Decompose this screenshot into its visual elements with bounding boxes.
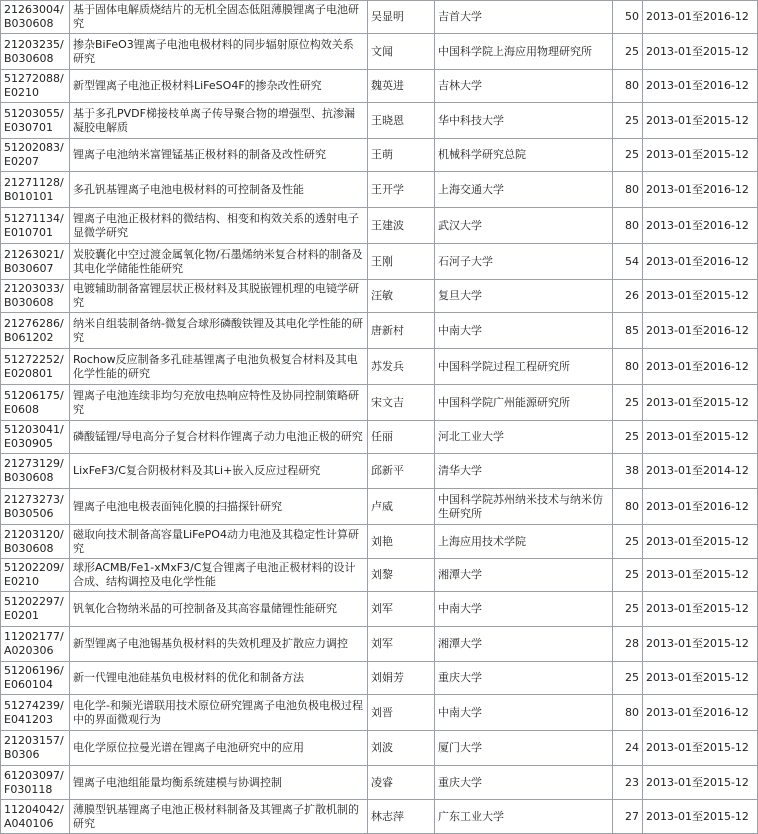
principal-investigator: 王刚 [368,244,435,280]
table-row [1,525,758,559]
institution: 石河子大学 [435,244,613,280]
table-row [1,208,758,244]
table-row [1,244,758,280]
project-code: 21203235/ B030608 [1,34,70,70]
table-row [1,313,758,349]
project-title: 电化学-和频光谱联用技术原位研究锂离子电池负极电极过程中的界面微观行为 [70,695,368,731]
funding-amount: 28 [613,627,643,662]
table-row [1,454,758,489]
institution: 复旦大学 [435,280,613,313]
principal-investigator: 文闻 [368,34,435,70]
funding-amount: 25 [613,559,643,592]
table-row [1,731,758,766]
project-code: 61203097/ F030118 [1,766,70,800]
funding-amount: 25 [613,139,643,172]
principal-investigator: 刘军 [368,592,435,627]
principal-investigator: 任丽 [368,421,435,454]
projects-table-body [1,1,758,834]
funding-amount: 85 [613,313,643,349]
project-period: 2013-01至2016-12 [643,172,758,208]
project-code: 21271128/ B010101 [1,172,70,208]
principal-investigator: 卢威 [368,489,435,525]
project-title: 新型锂离子电池正极材料LiFeSO4F的掺杂改性研究 [70,70,368,103]
table-row [1,139,758,172]
principal-investigator: 宋文吉 [368,385,435,421]
project-code: 21263004/ B030608 [1,1,70,34]
institution: 吉首大学 [435,1,613,34]
project-title: 炭胶囊化中空过渡金属氧化物/石墨烯纳米复合材料的制备及其电化学储能性能研究 [70,244,368,280]
principal-investigator: 刘娟芳 [368,662,435,695]
principal-investigator: 王开学 [368,172,435,208]
principal-investigator: 唐新村 [368,313,435,349]
table-row [1,800,758,834]
table-row [1,70,758,103]
institution: 中国科学院上海应用物理研究所 [435,34,613,70]
principal-investigator: 邱新平 [368,454,435,489]
project-period: 2013-01至2015-12 [643,103,758,139]
project-title: 电化学原位拉曼光谱在锂离子电池研究中的应用 [70,731,368,766]
institution: 中南大学 [435,313,613,349]
project-code: 51206175/ E0608 [1,385,70,421]
funding-amount: 80 [613,208,643,244]
project-period: 2013-01至2015-12 [643,766,758,800]
funding-amount: 80 [613,489,643,525]
principal-investigator: 王晓恩 [368,103,435,139]
table-row [1,34,758,70]
funding-amount: 25 [613,662,643,695]
project-title: 磁取向技术制备高容量LiFePO4动力电池及其稳定性计算研究 [70,525,368,559]
project-code: 51272252/ E020801 [1,349,70,385]
project-title: 新一代锂电池硅基负电极材料的优化和制备方法 [70,662,368,695]
funding-amount: 80 [613,70,643,103]
principal-investigator: 王建波 [368,208,435,244]
project-title: 纳米自组装制备纳-微复合球形磷酸铁锂及其电化学性能的研究 [70,313,368,349]
project-period: 2013-01至2016-12 [643,1,758,34]
project-title: 电镀辅助制备富锂层状正极材料及其脱嵌锂机理的电镜学研究 [70,280,368,313]
table-row [1,421,758,454]
project-period: 2013-01至2016-12 [643,244,758,280]
project-period: 2013-01至2015-12 [643,385,758,421]
project-title: Rochow反应制备多孔硅基锂离子电池负极复合材料及其电化学性能的研究 [70,349,368,385]
table-row [1,1,758,34]
project-period: 2013-01至2015-12 [643,559,758,592]
project-code: 51203041/ E030905 [1,421,70,454]
project-period: 2013-01至2016-12 [643,489,758,525]
project-title: 锂离子电池纳米富锂锰基正极材料的制备及改性研究 [70,139,368,172]
project-title: 新型锂离子电池锡基负极材料的失效机理及扩散应力调控 [70,627,368,662]
table-row [1,172,758,208]
project-period: 2013-01至2016-12 [643,313,758,349]
project-title: 锂离子电池正极材料的微结构、相变和构效关系的透射电子显微学研究 [70,208,368,244]
project-period: 2013-01至2015-12 [643,662,758,695]
table-row [1,385,758,421]
principal-investigator: 王萌 [368,139,435,172]
principal-investigator: 魏英进 [368,70,435,103]
institution: 广东工业大学 [435,800,613,834]
institution: 清华大学 [435,454,613,489]
table-row [1,349,758,385]
table-row [1,280,758,313]
funding-amount: 27 [613,800,643,834]
institution: 华中科技大学 [435,103,613,139]
institution: 河北工业大学 [435,421,613,454]
funding-amount: 25 [613,592,643,627]
principal-investigator: 刘艳 [368,525,435,559]
project-period: 2013-01至2015-12 [643,592,758,627]
institution: 中南大学 [435,695,613,731]
institution: 上海交通大学 [435,172,613,208]
principal-investigator: 林志萍 [368,800,435,834]
principal-investigator: 刘晋 [368,695,435,731]
principal-investigator: 刘黎 [368,559,435,592]
project-title: 钒氧化合物纳米晶的可控制备及其高容量储锂性能研究 [70,592,368,627]
funding-amount: 25 [613,421,643,454]
project-code: 51203055/ E030701 [1,103,70,139]
project-code: 11202177/ A020306 [1,627,70,662]
institution: 湘潭大学 [435,627,613,662]
funding-amount: 25 [613,385,643,421]
institution: 中国科学院广州能源研究所 [435,385,613,421]
funding-amount: 25 [613,103,643,139]
project-title: 球形ACMB/Fe1-xMxF3/C复合锂离子电池正极材料的设计合成、结构调控及电化学性能 [70,559,368,592]
funding-amount: 80 [613,349,643,385]
project-code: 11204042/ A040106 [1,800,70,834]
funding-amount: 54 [613,244,643,280]
funding-amount: 25 [613,34,643,70]
project-period: 2013-01至2015-12 [643,139,758,172]
funding-amount: 24 [613,731,643,766]
project-period: 2013-01至2016-12 [643,208,758,244]
project-title: 多孔钒基锂离子电池电极材料的可控制备及性能 [70,172,368,208]
project-period: 2013-01至2015-12 [643,731,758,766]
project-code: 21273273/ B030506 [1,489,70,525]
project-period: 2013-01至2014-12 [643,454,758,489]
project-title: 基于固体电解质烧结片的无机全固态低阻薄膜锂离子电池研究 [70,1,368,34]
project-period: 2013-01至2015-12 [643,34,758,70]
table-row [1,489,758,525]
table-row [1,592,758,627]
principal-investigator: 苏发兵 [368,349,435,385]
institution: 中国科学院苏州纳米技术与纳米仿生研究所 [435,489,613,525]
table-row [1,695,758,731]
institution: 厦门大学 [435,731,613,766]
funding-amount: 23 [613,766,643,800]
project-code: 21203157/ B0306 [1,731,70,766]
project-code: 51206196/ E060104 [1,662,70,695]
project-code: 21203033/ B030608 [1,280,70,313]
table-row [1,662,758,695]
project-period: 2013-01至2015-12 [643,800,758,834]
principal-investigator: 刘军 [368,627,435,662]
project-title: 锂离子电池电极表面钝化膜的扫描探针研究 [70,489,368,525]
project-period: 2013-01至2016-12 [643,349,758,385]
project-title: 锂离子电池组能量均衡系统建模与协调控制 [70,766,368,800]
project-period: 2013-01至2015-12 [643,627,758,662]
institution: 吉林大学 [435,70,613,103]
project-code: 51202209/ E0210 [1,559,70,592]
project-title: 磷酸锰锂/导电高分子复合材料作锂离子动力电池正极的研究 [70,421,368,454]
project-period: 2013-01至2016-12 [643,70,758,103]
project-title: 掺杂BiFeO3锂离子电池电极材料的同步辐射原位构效关系研究 [70,34,368,70]
institution: 武汉大学 [435,208,613,244]
project-period: 2013-01至2015-12 [643,525,758,559]
principal-investigator: 刘波 [368,731,435,766]
project-title: LixFeF3/C复合阴极材料及其Li+嵌入反应过程研究 [70,454,368,489]
project-code: 51202083/ E0207 [1,139,70,172]
institution: 中国科学院过程工程研究所 [435,349,613,385]
funding-amount: 25 [613,525,643,559]
project-code: 21276286/ B061202 [1,313,70,349]
funding-amount: 80 [613,172,643,208]
table-row [1,627,758,662]
institution: 湘潭大学 [435,559,613,592]
funding-amount: 38 [613,454,643,489]
project-code: 21273129/ B030608 [1,454,70,489]
project-period: 2013-01至2015-12 [643,280,758,313]
funding-amount: 50 [613,1,643,34]
principal-investigator: 凌睿 [368,766,435,800]
table-row [1,559,758,592]
table-row [1,103,758,139]
project-code: 21263021/ B030607 [1,244,70,280]
funding-amount: 26 [613,280,643,313]
project-code: 21203120/ B030608 [1,525,70,559]
project-code: 51274239/ E041203 [1,695,70,731]
project-period: 2013-01至2015-12 [643,421,758,454]
table-row [1,766,758,800]
funding-amount: 80 [613,695,643,731]
institution: 上海应用技术学院 [435,525,613,559]
project-code: 51202297/ E0201 [1,592,70,627]
project-title: 基于多孔PVDF梯接枝单离子传导聚合物的增强型、抗渗漏凝胶电解质 [70,103,368,139]
project-code: 51272088/ E0210 [1,70,70,103]
principal-investigator: 汪敏 [368,280,435,313]
principal-investigator: 吴显明 [368,1,435,34]
institution: 机械科学研究总院 [435,139,613,172]
institution: 重庆大学 [435,766,613,800]
institution: 重庆大学 [435,662,613,695]
project-period: 2013-01至2016-12 [643,695,758,731]
project-code: 51271134/ E010701 [1,208,70,244]
project-title: 薄膜型钒基锂离子电池正极材料制备及其锂离子扩散机制的研究 [70,800,368,834]
institution: 中南大学 [435,592,613,627]
project-title: 锂离子电池连续非均匀充放电热响应特性及协同控制策略研究 [70,385,368,421]
